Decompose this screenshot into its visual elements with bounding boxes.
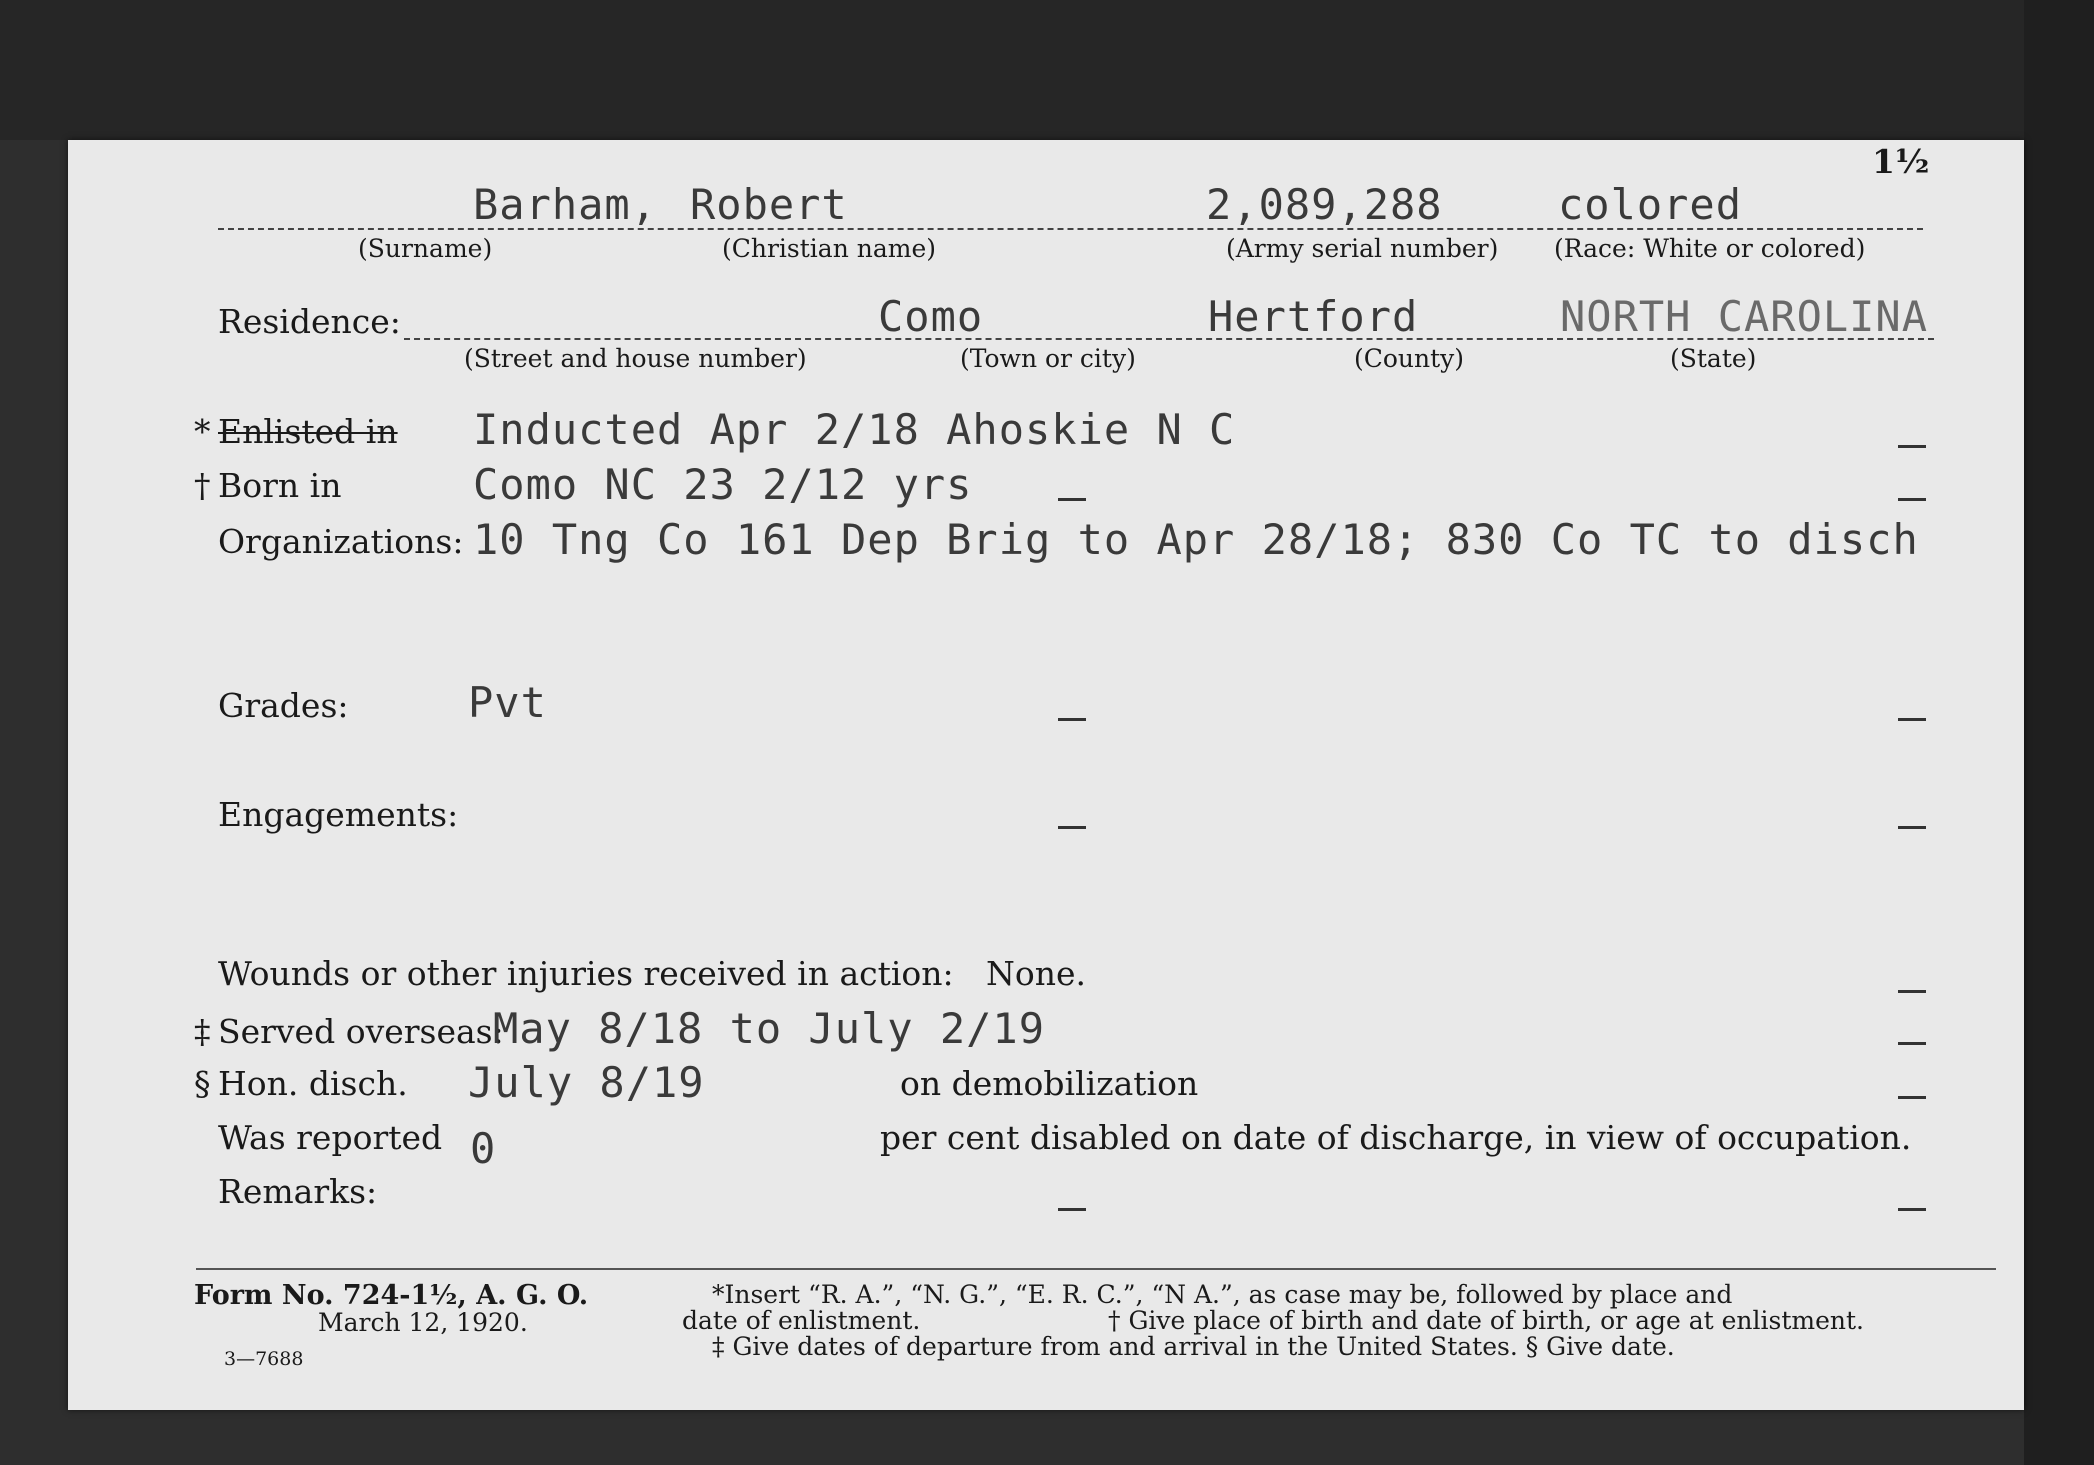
state-caption: (State)	[1670, 344, 1757, 373]
discharge-mark: §	[194, 1064, 211, 1103]
dark-background-right	[2024, 0, 2094, 1465]
born-value: Como NC 23 2/12 yrs	[473, 460, 973, 509]
grades-mid-mark	[1058, 718, 1086, 721]
footnote-enlistment-cont: date of enlistment.	[682, 1306, 921, 1335]
discharge-label: Hon. disch.	[218, 1064, 408, 1103]
born-mark: †	[194, 466, 211, 505]
reported-label: Was reported	[218, 1118, 443, 1157]
enlisted-value: Inducted Apr 2/18 Ahoskie N C	[473, 405, 1236, 454]
footnote-enlistment: *Insert “R. A.”, “N. G.”, “E. R. C.”, “N A.”, as case may be, followed by place and	[712, 1280, 1733, 1309]
enlisted-label: Enlisted in	[218, 412, 398, 451]
overseas-end-mark	[1898, 1042, 1926, 1045]
enlisted-mark: *	[194, 412, 211, 451]
enlisted-end-mark	[1898, 445, 1926, 448]
christian-name-caption: (Christian name)	[722, 234, 937, 263]
serial-number-caption: (Army serial number)	[1226, 234, 1499, 263]
county-caption: (County)	[1354, 344, 1465, 373]
wounds-end-mark	[1898, 990, 1926, 993]
service-record-card	[68, 140, 2024, 1410]
name-line	[218, 228, 1923, 230]
grades-value: Pvt	[468, 678, 547, 727]
born-label: Born in	[218, 466, 342, 505]
form-date: March 12, 1920.	[318, 1308, 528, 1337]
footnote-overseas: ‡ Give dates of departure from and arrival in the United States. § Give date.	[712, 1332, 1675, 1361]
reported-value: 0	[470, 1124, 497, 1173]
discharge-note: on demobilization	[900, 1064, 1199, 1103]
organizations-label: Organizations:	[218, 522, 464, 561]
dark-background-top	[0, 0, 2094, 140]
overseas-value: May 8/18 to July 2/19	[493, 1004, 1046, 1053]
street-caption: (Street and house number)	[464, 344, 807, 373]
residence-state-value: NORTH CAROLINA	[1560, 292, 1929, 341]
reported-note: per cent disabled on date of discharge, in view of occupation.	[880, 1118, 1912, 1157]
grades-label: Grades:	[218, 686, 349, 725]
born-mid-mark	[1058, 498, 1086, 501]
footer-rule	[196, 1268, 1996, 1270]
remarks-label: Remarks:	[218, 1172, 378, 1211]
form-number: Form No. 724-1½, A. G. O.	[194, 1280, 589, 1311]
overseas-mark: ‡	[194, 1012, 211, 1051]
surname-value: Barham,	[473, 180, 658, 229]
organizations-value: 10 Tng Co 161 Dep Brig to Apr 28/18; 830 Co TC to disch	[473, 515, 1919, 564]
discharge-value: July 8/19	[468, 1058, 705, 1107]
residence-label: Residence:	[218, 302, 401, 341]
residence-county-value: Hertford	[1208, 292, 1419, 341]
residence-town-value: Como	[878, 292, 984, 341]
remarks-end-mark	[1898, 1208, 1926, 1211]
surname-caption: (Surname)	[358, 234, 493, 263]
print-code: 3—7688	[224, 1348, 304, 1370]
wounds-value: None.	[986, 954, 1087, 993]
race-value: colored	[1558, 180, 1743, 229]
overseas-label: Served overseas:	[218, 1012, 504, 1051]
christian-name-value: Robert	[690, 180, 848, 229]
footnote-birth: † Give place of birth and date of birth, or age at enlistment.	[1108, 1306, 1864, 1335]
race-caption: (Race: White or colored)	[1554, 234, 1866, 263]
town-caption: (Town or city)	[960, 344, 1136, 373]
born-end-mark	[1898, 498, 1926, 501]
wounds-label: Wounds or other injuries received in action:	[218, 954, 954, 993]
card-number: 1½	[1872, 142, 1930, 181]
engagements-label: Engagements:	[218, 795, 459, 834]
grades-end-mark	[1898, 718, 1926, 721]
engagements-mid-mark	[1058, 826, 1086, 829]
discharge-end-mark	[1898, 1096, 1926, 1099]
remarks-mid-mark	[1058, 1208, 1086, 1211]
engagements-end-mark	[1898, 826, 1926, 829]
serial-number-value: 2,089,288	[1206, 180, 1443, 229]
residence-line	[404, 338, 1934, 340]
